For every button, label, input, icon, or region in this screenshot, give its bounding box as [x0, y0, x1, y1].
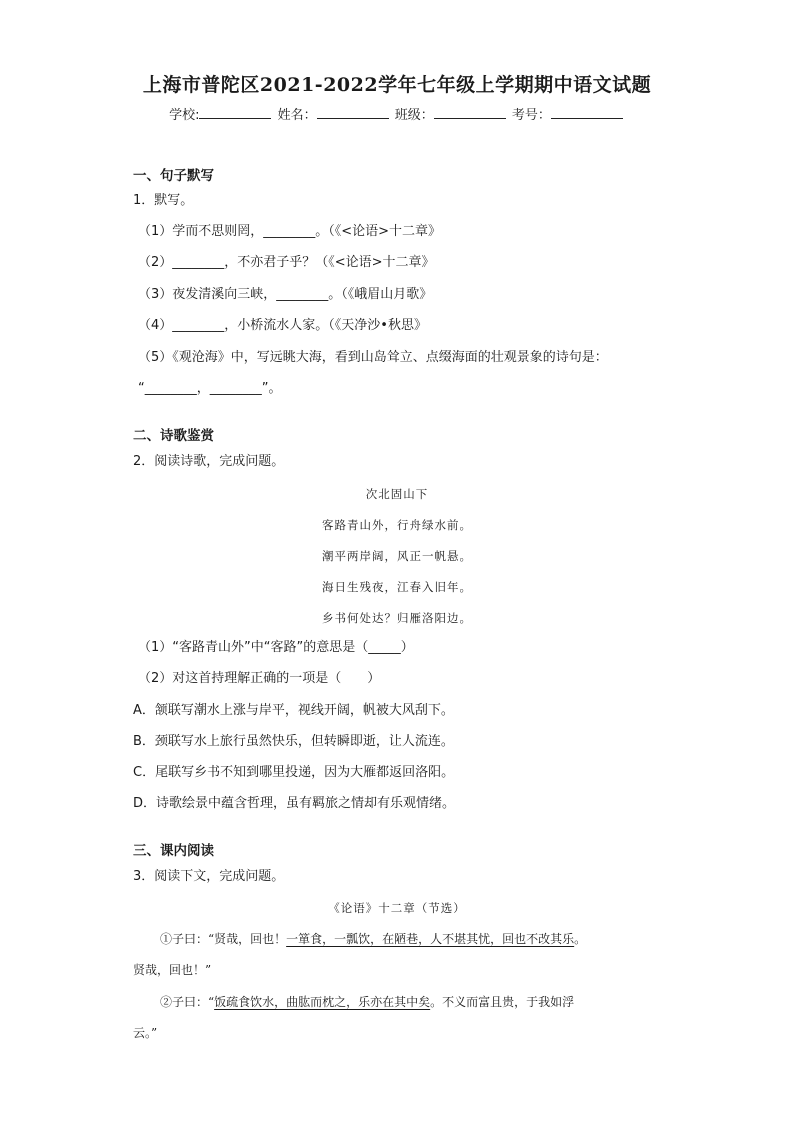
q1-item-5-blanks: “________，________”。: [138, 381, 282, 396]
q2-option-c: C．尾联写乡书不知到哪里投递，因为大雁都返回洛阳。: [133, 765, 455, 780]
poem-line: 海日生残夜，江春入旧年。: [322, 580, 472, 594]
section-3-heading: 三、课内阅读: [133, 843, 214, 859]
exam-number-blank: [551, 106, 623, 119]
q1-item-3: （3）夜发清溪向三峡，________。（《峨眉山月歌》: [138, 287, 433, 302]
p1-underlined: 一箪食，一瓢饮，在陋巷，人不堪其忧，回也不改其乐: [286, 932, 575, 946]
q2-option-b: B．颈联写水上旅行虽然快乐，但转瞬即逝，让人流连。: [133, 734, 454, 749]
name-blank: [317, 106, 389, 119]
passage-paragraph-2-cont: 云。”: [133, 1026, 158, 1040]
section-2-heading: 二、诗歌鉴赏: [133, 428, 214, 444]
student-info-row: [0, 104, 794, 123]
section-1-heading: 一、句子默写: [133, 168, 214, 184]
p2-underlined: 饭疏食饮水，曲肱而枕之，乐亦在其中矣: [214, 995, 431, 1009]
p1-lead: ①子曰：“贤哉，回也！: [160, 932, 287, 946]
q2-option-a: A．颔联写潮水上涨与岸平，视线开阔，帆被大风刮下。: [133, 703, 454, 718]
name-label: 姓名：: [277, 108, 317, 123]
class-label: 班级：: [394, 108, 434, 123]
passage-title: 《论语》十二章（节选）: [328, 901, 466, 915]
class-blank: [434, 106, 506, 119]
school-label: 学校:: [169, 108, 200, 123]
exam-number-label: 考号：: [511, 108, 551, 123]
question-2-stem: 2．阅读诗歌，完成问题。: [133, 454, 285, 469]
q2-sub-1: （1）“客路青山外”中“客路”的意思是（_____）: [138, 640, 414, 655]
q1-item-4: （4）________，小桥流水人家。（《天净沙•秋思》: [138, 318, 427, 333]
poem-title: 次北固山下: [365, 487, 429, 501]
poem-line: 客路青山外，行舟绿水前。: [322, 518, 472, 532]
exam-title: 上海市普陀区2021-2022学年七年级上学期期中语文试题: [142, 74, 652, 96]
poem-line: 潮平两岸阔，风正一帆悬。: [322, 549, 472, 563]
passage-paragraph-1-cont: 贤哉，回也！”: [133, 963, 212, 977]
p2-lead: ②子曰：“: [160, 995, 215, 1009]
passage-paragraph-2: [160, 992, 574, 1012]
q2-option-d: D．诗歌绘景中蕴含哲理，虽有羁旅之情却有乐观情绪。: [133, 796, 456, 811]
question-3-stem: 3．阅读下文，完成问题。: [133, 869, 285, 884]
question-1-stem: 1．默写。: [133, 193, 194, 208]
q1-item-2: （2）________，不亦君子乎？（《<论语>十二章》: [138, 255, 435, 270]
p1-end: 。: [574, 932, 587, 946]
q1-item-1: （1）学而不思则罔，________。（《<论语>十二章》: [138, 224, 442, 239]
p2-end: 。不义而富且贵，于我如浮: [430, 995, 575, 1009]
school-blank: [199, 106, 271, 119]
passage-paragraph-1: [160, 929, 586, 949]
poem-line: 乡书何处达？归雁洛阳边。: [322, 611, 472, 625]
q2-sub-2: （2）对这首持理解正确的一项是（ ）: [138, 671, 381, 686]
q1-item-5: （5）《观沧海》中，写远眺大海，看到山岛耸立、点缀海面的壮观景象的诗句是：: [138, 350, 608, 365]
